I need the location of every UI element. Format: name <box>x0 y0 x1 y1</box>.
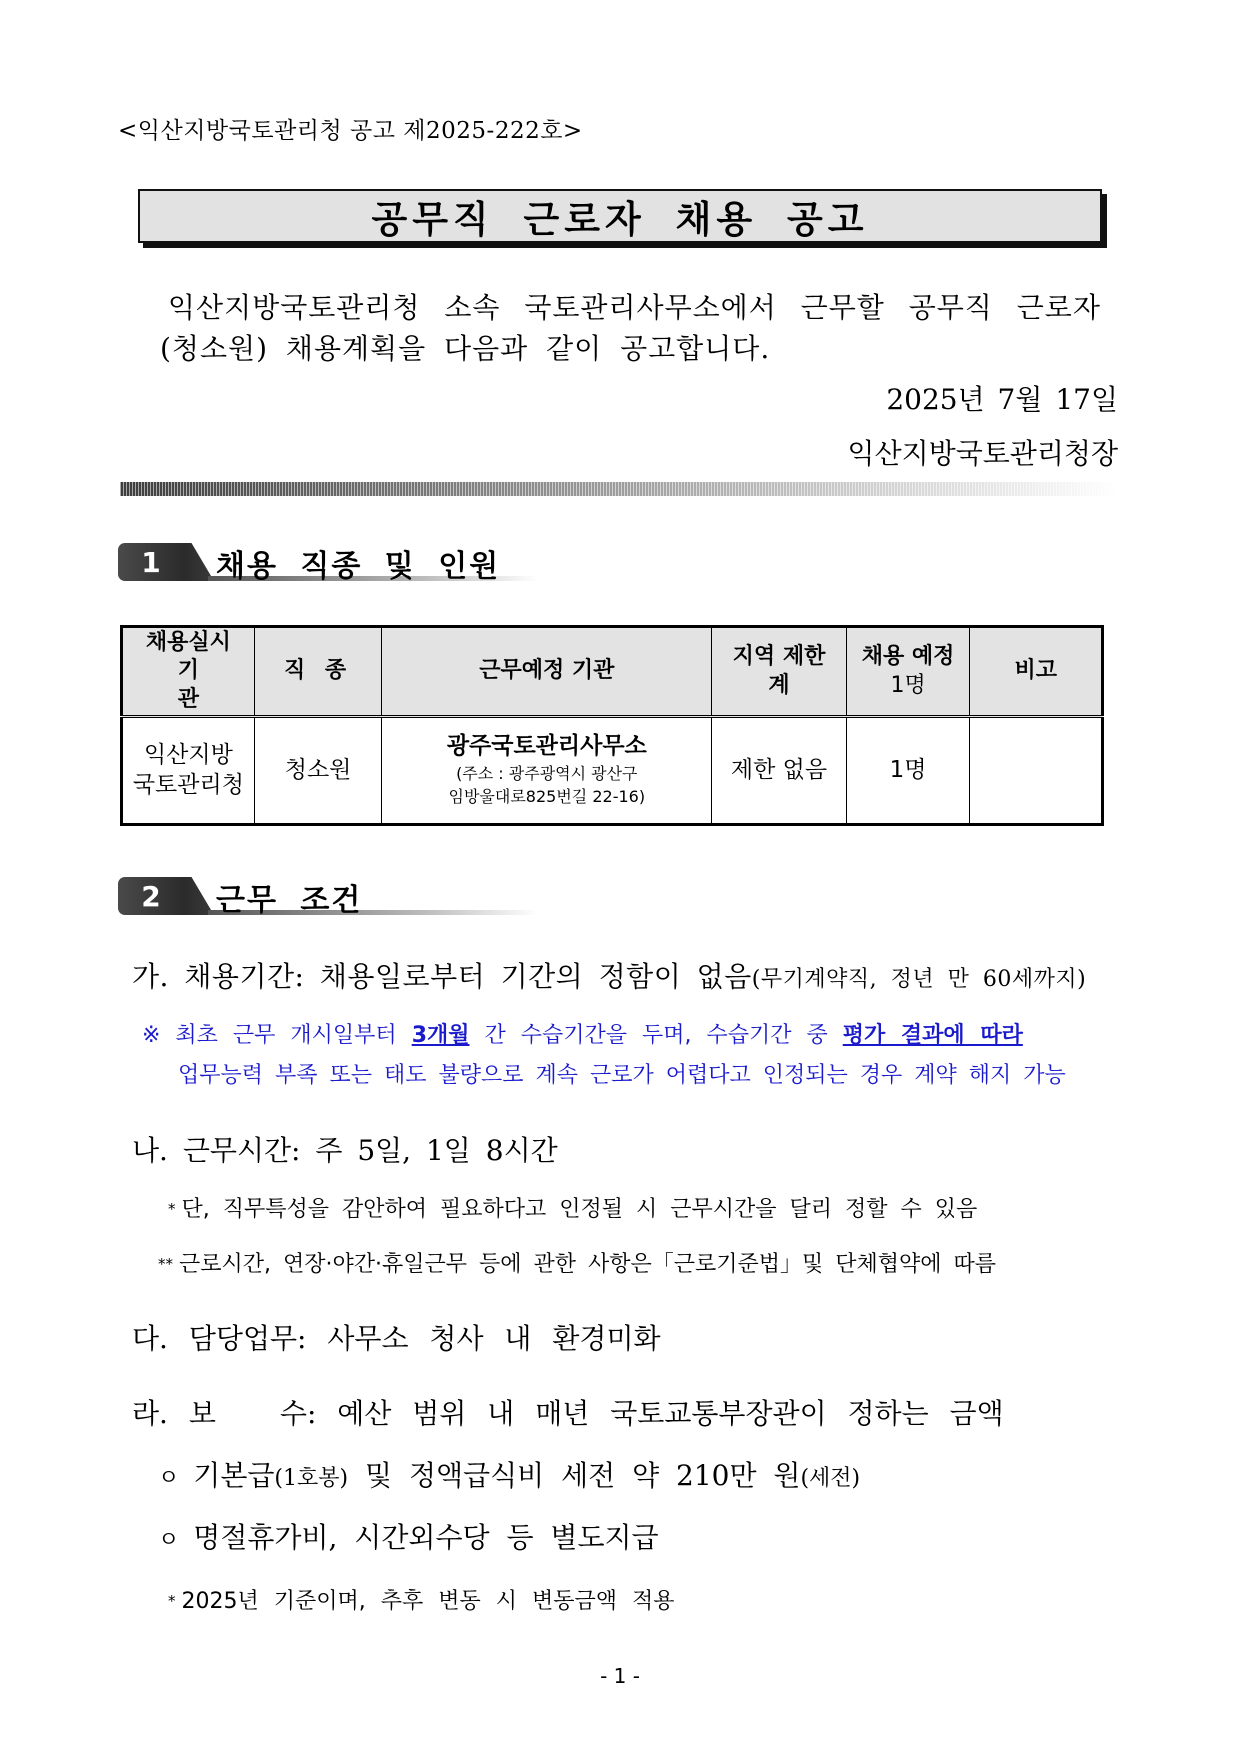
header-agency: 채용실시 기 관 <box>122 627 255 717</box>
section-1-title: 채용 직종 및 인원 <box>216 549 501 584</box>
table-row <box>122 717 1103 825</box>
item-employment-period <box>132 955 1086 995</box>
salary-bullet-1: ㅇ 기본급(1호봉) 및 정액급식비 세전 약 210만 원(세전) <box>158 1459 861 1492</box>
item-salary: 라. 보 수: 예산 범위 내 매년 국토교통부장관이 정하는 금액 <box>132 1397 1004 1430</box>
intro-line-1: 익산지방국토관리청 소속 국토관리사무소에서 근무할 공무직 근로자 <box>168 291 1101 324</box>
header-remarks: 비고 <box>970 627 1103 717</box>
section-2-number: 2 <box>118 877 184 915</box>
section-1-number: 1 <box>118 543 184 581</box>
issuer: 익산지방국토관리청장 <box>847 437 1118 470</box>
header-workplace: 근무예정 기관 <box>382 627 712 717</box>
header-job: 직 종 <box>254 627 382 717</box>
section-1-header <box>118 543 538 584</box>
cell-count: 1명 <box>846 717 970 825</box>
employment-period-note: (무기계약직, 정년 만 60세까지) <box>751 967 1087 992</box>
employment-period-text: 가. 채용기간: 채용일로부터 기간의 정함이 없음 <box>132 960 752 993</box>
cell-job: 청소원 <box>254 717 382 825</box>
gradient-divider <box>120 482 1120 496</box>
section-2-title: 근무 조건 <box>216 883 363 918</box>
cell-region: 제한 없음 <box>712 717 847 825</box>
document-title-box <box>138 189 1102 243</box>
header-count: 채용 예정 1명 <box>846 627 970 717</box>
probation-period-highlight: 3개월 <box>411 1023 470 1048</box>
working-hours-note-2: ** 근로시간, 연장·야간·휴일근무 등에 관한 사항은「근로기준법」및 단체협약에 따름 <box>158 1252 997 1277</box>
table-header-row <box>122 627 1103 717</box>
notice-number: <익산지방국토관리청 공고 제2025-222호> <box>118 118 583 144</box>
notice-date: 2025년 7월 17일 <box>886 383 1118 416</box>
bullet-icon: ㅇ <box>158 1466 180 1491</box>
workplace-address-2: 임방울대로825번길 22-16) <box>448 787 646 807</box>
cell-remarks <box>970 717 1103 825</box>
salary-bullet-2: ㅇ 명절휴가비, 시간외수당 등 별도지급 <box>158 1521 659 1554</box>
item-working-hours: 나. 근무시간: 주 5일, 1일 8시간 <box>132 1134 558 1167</box>
section-2-header <box>118 877 538 918</box>
cell-workplace <box>382 717 712 825</box>
cell-agency: 익산지방 국토관리청 <box>122 717 255 825</box>
probation-notice-line-2: 업무능력 부족 또는 태도 불량으로 계속 근로가 어렵다고 인정되는 경우 계약 해지 가능 <box>178 1063 1066 1088</box>
workplace-name: 광주국토관리사무소 <box>446 733 647 760</box>
bullet-icon: ㅇ <box>158 1528 180 1553</box>
item-duties: 다. 담당업무: 사무소 청사 내 환경미화 <box>132 1322 661 1355</box>
probation-notice-line-1: ※ 최초 근무 개시일부터 3개월 간 수습기간을 두며, 수습기간 중 평가 결과에 따라 <box>142 1023 1023 1048</box>
hiring-table <box>120 625 1104 826</box>
evaluation-highlight: 평가 결과에 따라 <box>842 1023 1023 1048</box>
working-hours-note-1: * 단, 직무특성을 감안하여 필요하다고 인정될 시 근무시간을 달리 정할 수 있음 <box>168 1197 978 1222</box>
header-region: 지역 제한 계 <box>712 627 847 717</box>
page-number: - 1 - <box>600 1664 640 1688</box>
salary-note: * 2025년 기준이며, 추후 변동 시 변동금액 적용 <box>168 1589 675 1614</box>
intro-line-2: (청소원) 채용계획을 다음과 같이 공고합니다. <box>160 332 771 365</box>
document-title: 공무직 근로자 채용 공고 <box>371 198 869 241</box>
workplace-address-1: (주소 : 광주광역시 광산구 <box>456 764 638 784</box>
